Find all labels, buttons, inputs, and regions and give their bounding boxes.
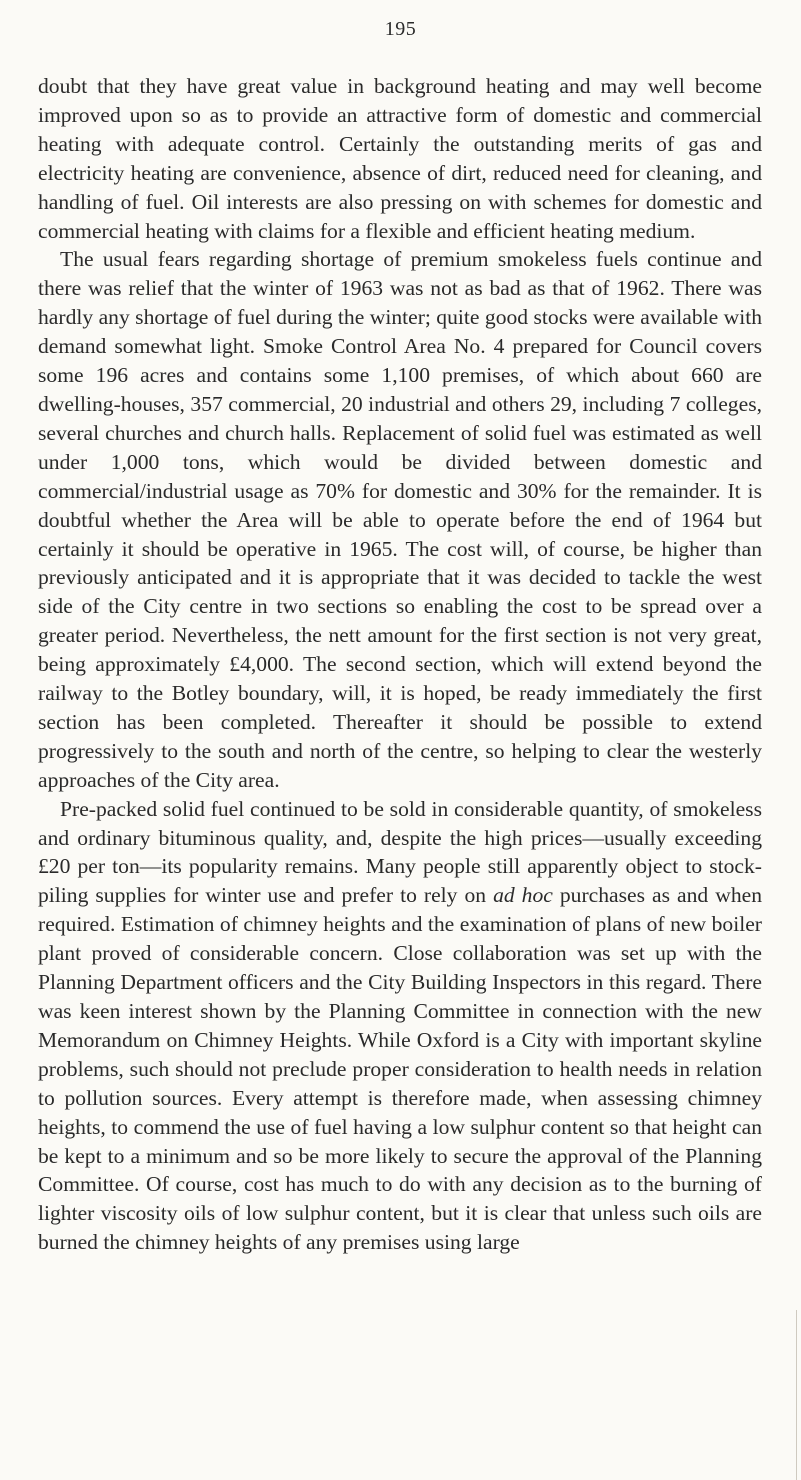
page-edge-line [796, 1310, 797, 1480]
italic-phrase: ad hoc [493, 883, 553, 908]
paragraph-2 [38, 245, 762, 794]
paragraph-1-text: doubt that they have great value in background heating and may well become improved upon so as to provide an attractive form of domestic and commercial heating with adequate control. Certainly the outstanding merits of gas and electricity heating are convenience, absence of dirt, reduced need for cleaning, and handling of fuel. Oil interests are also pressing on with schemes for domestic and commercial heating with claims for a flexible and efficient heating medium. [38, 74, 762, 243]
body-text [38, 72, 762, 1257]
paragraph-3-text-after: purchases as and when required. Estimation of chimney heights and the examination of plans of new boiler plant proved of considerable concern. Close collaboration was set up with the Planning Department officers and the City Building Inspectors in this regard. There was keen interest shown by the Planning Committee in connection with the new Memorandum on Chimney Heights. While Oxford is a City with important skyline problems, such should not preclude proper consideration to health needs in relation to pollution sources. Every attempt is therefore made, when assessing chimney heights, to commend the use of fuel having a low sulphur content so that height can be kept to a minimum and so be more likely to secure the approval of the Planning Committee. Of course, cost has much to do with any decision as to the burning of lighter viscosity oils of low sulphur content, but it is clear that unless such oils are burned the chimney heights of any premises using large [38, 883, 762, 1255]
paragraph-3-text-before: Pre-packed solid fuel continued to be sold in considerable quantity, of smokeless and ordinary bituminous quality, and, despite the high prices—usually exceeding £20 per ton—its popularity remains. Many people still apparently object to stock-piling supplies for winter use and prefer to rely on [38, 796, 762, 908]
paragraph-3 [38, 795, 762, 1258]
paragraph-2-text: The usual fears regarding shortage of premium smokeless fuels continue and there was relief that the winter of 1963 was not as bad as that of 1962. There was hardly any shortage of fuel during the winter; quite good stocks were available with demand somewhat light. Smoke Control Area No. 4 prepared for Council covers some 196 acres and contains some 1,100 premises, of which about 660 are dwelling-houses, 357 commercial, 20 industrial and others 29, including 7 colleges, several churches and church halls. Replacement of solid fuel was estimated as well under 1,000 tons, which would be divided between domestic and commercial/industrial usage as 70% for domestic and 30% for the remainder. It is doubtful whether the Area will be able to operate before the end of 1964 but certainly it should be operative in 1965. The cost will, of course, be higher than previously anticipated and it is appropriate that it was decided to tackle the west side of the City centre in two sections so enabling the cost to be spread over a greater period. Nevertheless, the nett amount for the first section is not very great, being approximately £4,000. The second section, which will extend beyond the railway to the Botley boundary, will, it is hoped, be ready immediately the first section has been completed. Thereafter it should be possible to extend progressively to the south and north of the centre, so helping to clear the westerly approaches of the City area. [38, 247, 762, 792]
page-number: 195 [384, 18, 417, 40]
paragraph-1 [38, 72, 762, 245]
